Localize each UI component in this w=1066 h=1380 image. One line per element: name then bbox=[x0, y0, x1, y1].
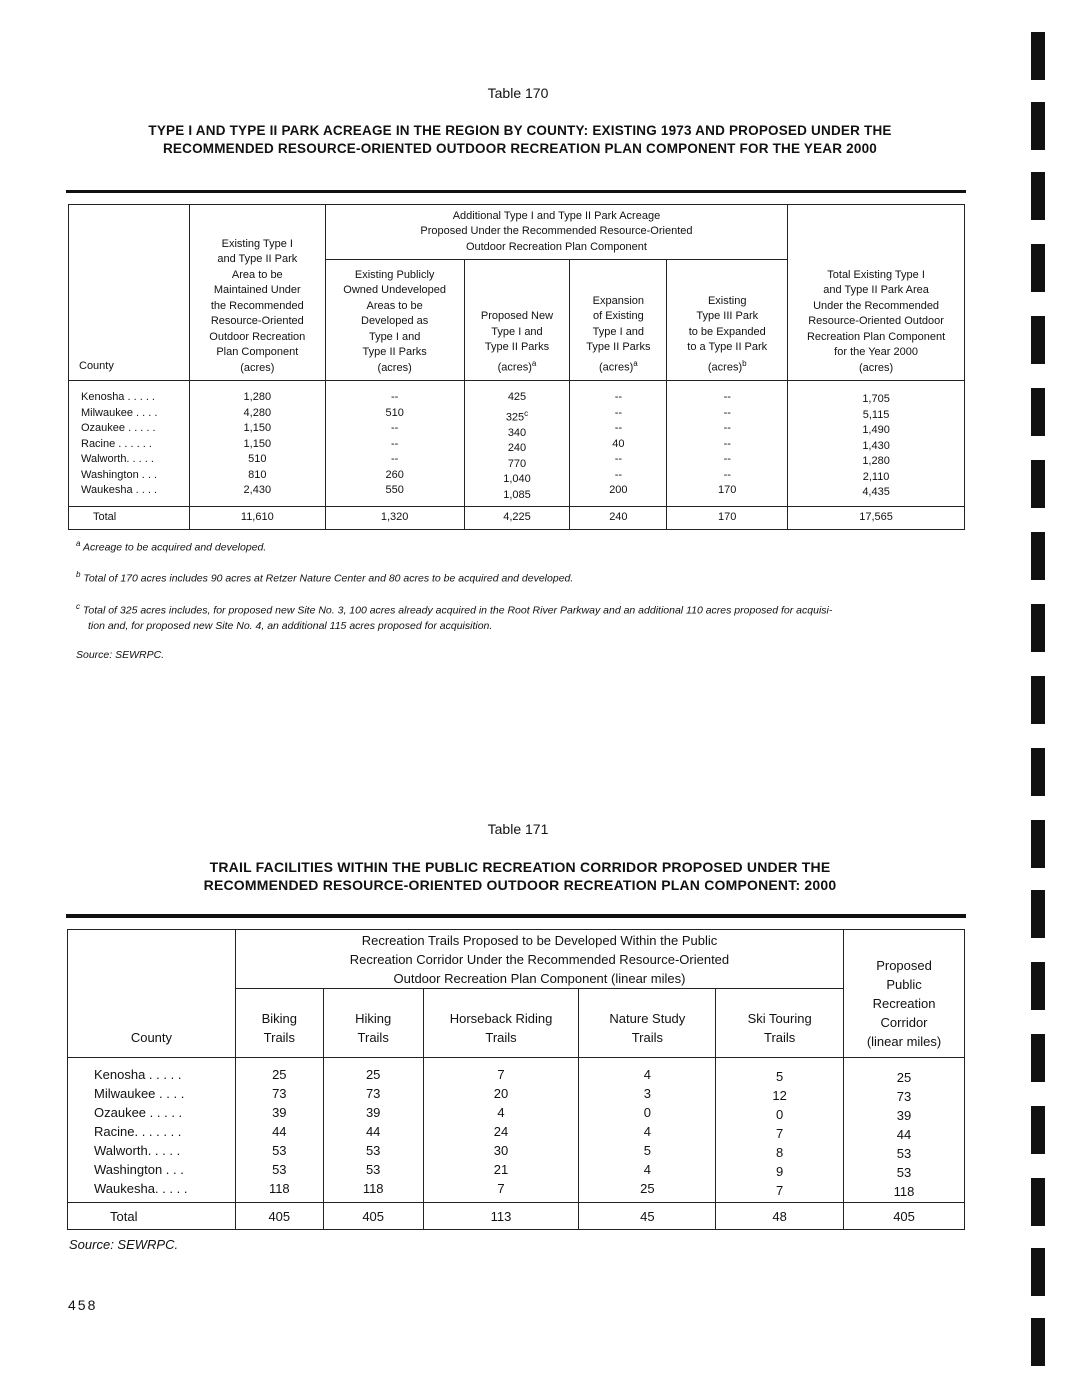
nature-cells: 4 3 0 4 5 4 25 bbox=[579, 1058, 716, 1203]
margin-bar bbox=[1031, 388, 1045, 436]
col-header-biking: Biking Trails bbox=[235, 989, 323, 1058]
margin-bar bbox=[1031, 676, 1045, 724]
margin-bar bbox=[1031, 532, 1045, 580]
table-171-total-row: Total 405 405 113 45 48 405 bbox=[68, 1203, 965, 1230]
margin-bar bbox=[1031, 1034, 1045, 1082]
title-line: RECOMMENDED RESOURCE-ORIENTED OUTDOOR RECREATION PLAN COMPONENT FOR THE YEAR 2000 bbox=[162, 141, 877, 156]
margin-bar bbox=[1031, 32, 1045, 80]
footnote-c: $^c$ Total of 325 acres includes, for proposed new Site No. 3, 100 acres already acquired in the Root River Parkway and an additional 110 acres proposed for acquisi- tion and, for proposed new Site No. 4, an additional 115 acres proposed for acquisition. bbox=[76, 602, 833, 632]
margin-bar bbox=[1031, 1248, 1045, 1296]
public-cells: -- 510 -- -- -- 260 550 bbox=[325, 381, 464, 507]
type3-cells: -- -- -- -- -- -- 170 bbox=[667, 381, 788, 507]
margin-bar bbox=[1031, 172, 1045, 220]
county-cells: Kenosha . . . . . Milwaukee . . . . Ozaukee . . . . . Racine. . . . . . . Walworth. . . . . Washington . . . Waukesha. . . . . bbox=[68, 1058, 236, 1203]
margin-bar bbox=[1031, 890, 1045, 938]
hiking-cells: 25 73 39 44 53 53 118 bbox=[323, 1058, 423, 1203]
col-header-total: Total Existing Type I and Type II Park Area Under the Recommended Resource-Oriented Outdoor Recreation Plan Component for the Year 2000 (acres) bbox=[788, 205, 965, 381]
table-171 bbox=[67, 929, 965, 1230]
table-171-source: Source: SEWRPC. bbox=[69, 1237, 179, 1252]
table-170-title bbox=[60, 122, 980, 158]
col-header-existing: Existing Type I and Type II Park Area to be Maintained Under the Recommended Resource-Oriented Outdoor Recreation Plan Component (acres) bbox=[189, 205, 325, 381]
col-header-county: County bbox=[68, 930, 236, 1058]
county-cells: Kenosha . . . . . Milwaukee . . . . Ozaukee . . . . . Racine . . . . . . Walworth. . . . . Washington . . . Waukesha . . . . bbox=[69, 381, 190, 507]
table-171-title bbox=[60, 858, 980, 894]
table-171-body bbox=[68, 1058, 965, 1203]
col-header-new: Proposed New Type I and Type II Parks (acres)$^a$ bbox=[464, 260, 570, 381]
page-number: 458 bbox=[68, 1297, 98, 1313]
total-cells: 1,705 5,115 1,490 1,430 1,280 2,110 4,435 bbox=[788, 381, 965, 507]
col-header-corridor: Proposed Public Recreation Corridor (linear miles) bbox=[844, 930, 965, 1058]
expansion-cells: -- -- -- 40 -- -- 200 bbox=[570, 381, 667, 507]
margin-bar bbox=[1031, 460, 1045, 508]
col-header-nature: Nature Study Trails bbox=[579, 989, 716, 1058]
margin-bar bbox=[1031, 1106, 1045, 1154]
margin-bar bbox=[1031, 102, 1045, 150]
table-170-source: Source: SEWRPC. bbox=[76, 649, 165, 661]
margin-bar bbox=[1031, 1178, 1045, 1226]
table-170-total-row: Total 11,610 1,320 4,225 240 170 17,565 bbox=[69, 506, 965, 529]
table-170-rule bbox=[66, 190, 966, 193]
margin-bar bbox=[1031, 962, 1045, 1010]
group-header-trails: Recreation Trails Proposed to be Developed Within the Public Recreation Corridor Under the Recommended Resource-Oriented Outdoor Recreation Plan Component (linear miles) bbox=[235, 930, 843, 989]
margin-bar bbox=[1031, 604, 1045, 652]
table-171-rule bbox=[66, 914, 966, 918]
margin-bar bbox=[1031, 1318, 1045, 1366]
col-header-public: Existing Publicly Owned Undeveloped Areas to be Developed as Type I and Type II Parks (acres) bbox=[325, 260, 464, 381]
margin-bar bbox=[1031, 748, 1045, 796]
col-header-expansion: Expansion of Existing Type I and Type II Parks (acres)$^a$ bbox=[570, 260, 667, 381]
biking-cells: 25 73 39 44 53 53 118 bbox=[235, 1058, 323, 1203]
col-header-county: County bbox=[69, 205, 190, 381]
table-170-number: Table 170 bbox=[487, 85, 549, 101]
corridor-cells: 25 73 39 44 53 53 118 bbox=[844, 1058, 965, 1203]
table-170 bbox=[68, 204, 965, 530]
ski-cells: 5 12 0 7 8 9 7 bbox=[716, 1058, 844, 1203]
new-cells: 425 325$^c$ 340 240 770 1,040 1,085 bbox=[464, 381, 570, 507]
existing-cells: 1,280 4,280 1,150 1,150 510 810 2,430 bbox=[189, 381, 325, 507]
title-line: TYPE I AND TYPE II PARK ACREAGE IN THE REGION BY COUNTY: EXISTING 1973 AND PROPOSED UNDER THE bbox=[148, 123, 892, 138]
col-header-horseback: Horseback Riding Trails bbox=[423, 989, 579, 1058]
title-line: RECOMMENDED RESOURCE-ORIENTED OUTDOOR RECREATION PLAN COMPONENT: 2000 bbox=[203, 877, 837, 893]
col-header-ski: Ski Touring Trails bbox=[716, 989, 844, 1058]
footnote-b: $^b$ Total of 170 acres includes 90 acres at Retzer Nature Center and 80 acres to be acquired and developed. bbox=[76, 570, 574, 585]
title-line: TRAIL FACILITIES WITHIN THE PUBLIC RECREATION CORRIDOR PROPOSED UNDER THE bbox=[209, 859, 831, 875]
table-171-number: Table 171 bbox=[487, 821, 549, 837]
margin-bar bbox=[1031, 244, 1045, 292]
margin-bar bbox=[1031, 316, 1045, 364]
col-header-type3: Existing Type III Park to be Expanded to a Type II Park (acres)$^b$ bbox=[667, 260, 788, 381]
table-170-body bbox=[69, 381, 965, 507]
horseback-cells: 7 20 4 24 30 21 7 bbox=[423, 1058, 579, 1203]
group-header-additional: Additional Type I and Type II Park Acreage Proposed Under the Recommended Resource-Oriented Outdoor Recreation Plan Component bbox=[325, 205, 787, 260]
footnote-a: $^a$ Acreage to be acquired and developed. bbox=[76, 539, 267, 554]
col-header-hiking: Hiking Trails bbox=[323, 989, 423, 1058]
